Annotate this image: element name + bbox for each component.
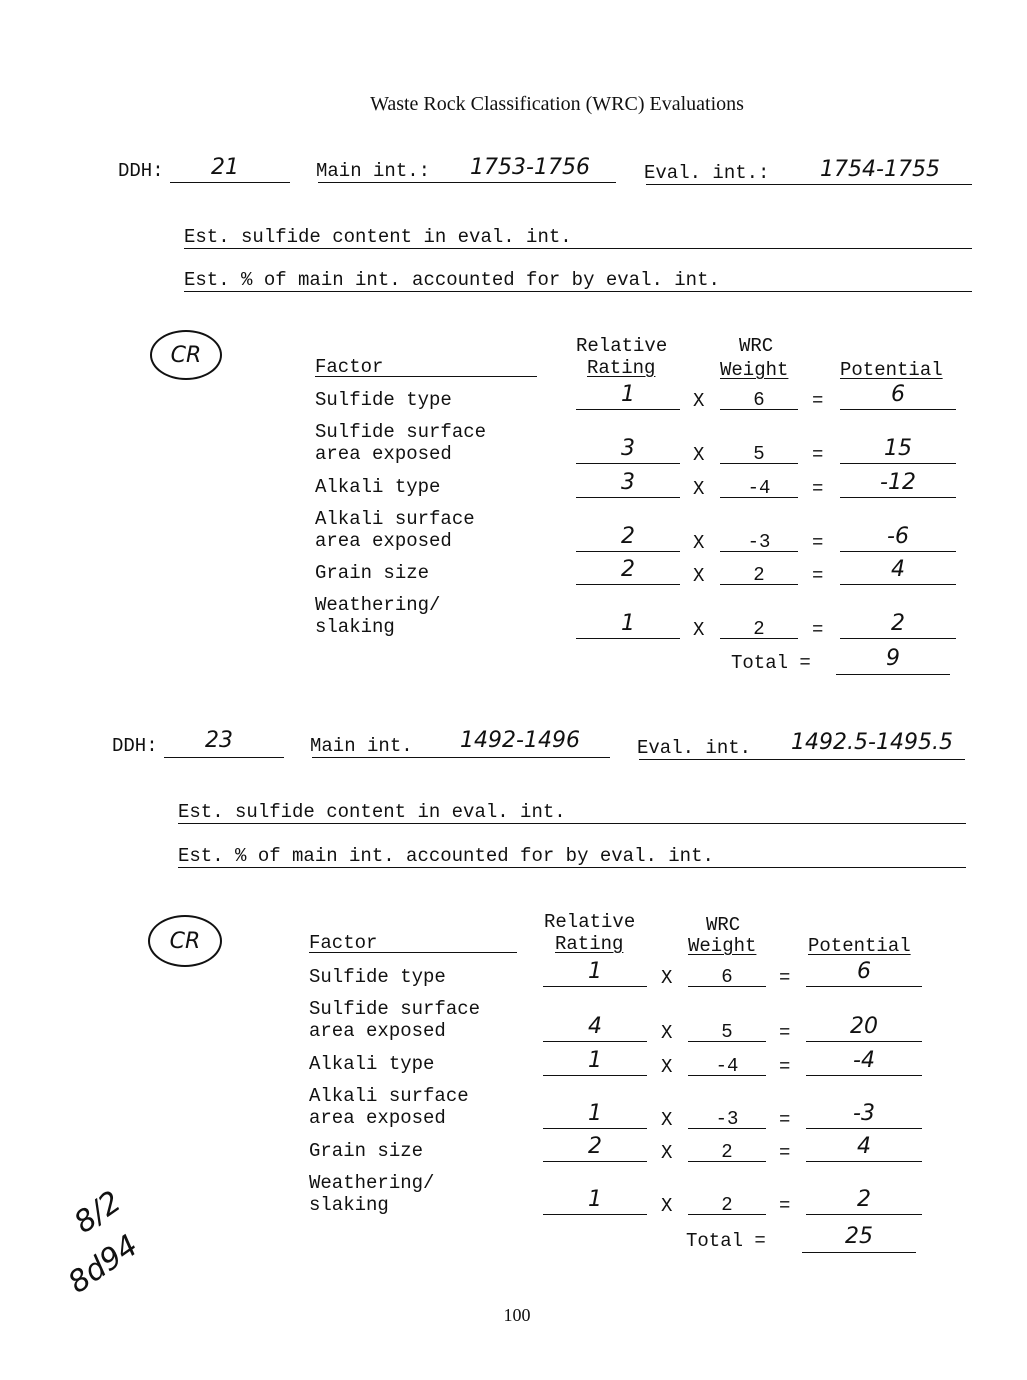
eval-int-line bbox=[646, 184, 972, 185]
eval-int-value: 1754-1755 bbox=[820, 157, 940, 182]
weight-value: -4 bbox=[715, 1055, 739, 1077]
factor-label-line: Grain size bbox=[309, 1140, 424, 1162]
factor-header-line bbox=[309, 952, 517, 953]
eval-int-line bbox=[639, 759, 965, 760]
potential-header: Potential bbox=[840, 359, 943, 381]
ddh-label: DDH: bbox=[118, 160, 164, 182]
ddh-value: 21 bbox=[211, 155, 239, 180]
rating-line bbox=[543, 1075, 647, 1076]
main-int-value: 1492-1496 bbox=[460, 728, 580, 753]
rating-line bbox=[543, 1128, 647, 1129]
rating-value: 3 bbox=[621, 470, 635, 495]
margin-note-line-2: 8d94 bbox=[62, 1228, 145, 1301]
equals-sign: = bbox=[812, 532, 824, 554]
factor-label bbox=[309, 998, 480, 1042]
potential-line bbox=[840, 497, 956, 498]
factor-header-line bbox=[315, 376, 537, 377]
times-sign: X bbox=[693, 532, 705, 554]
factor-label bbox=[315, 421, 486, 465]
est-sulfide-label: Est. sulfide content in eval. int. bbox=[184, 226, 572, 248]
ddh-line bbox=[164, 757, 284, 758]
factor-label-line: Sulfide surface bbox=[309, 998, 481, 1020]
times-sign: X bbox=[661, 967, 673, 989]
total-value: 25 bbox=[845, 1224, 873, 1249]
rating-header: Rating bbox=[555, 933, 624, 955]
est-sulfide-line bbox=[184, 248, 972, 249]
page-title: Waste Rock Classification (WRC) Evaluations bbox=[370, 93, 744, 115]
factor-header: Factor bbox=[309, 932, 378, 954]
weight-value: 6 bbox=[721, 966, 733, 988]
factor-label-line: area exposed bbox=[309, 1020, 446, 1042]
est-pct-line bbox=[184, 291, 972, 292]
weight-value: -3 bbox=[715, 1108, 739, 1130]
potential-value: -12 bbox=[880, 470, 916, 495]
potential-value: 6 bbox=[857, 959, 871, 984]
est-sulfide-label: Est. sulfide content in eval. int. bbox=[178, 801, 566, 823]
factor-label-line: area exposed bbox=[315, 443, 452, 465]
rating-line bbox=[543, 1214, 647, 1215]
potential-header: Potential bbox=[808, 935, 911, 957]
main-int-line bbox=[318, 182, 616, 183]
potential-line bbox=[806, 986, 922, 987]
total-value: 9 bbox=[886, 646, 900, 671]
rating-value: 2 bbox=[621, 557, 635, 582]
rating-line bbox=[576, 551, 680, 552]
rating-value: 1 bbox=[588, 1048, 602, 1073]
times-sign: X bbox=[693, 565, 705, 587]
main-int-line bbox=[312, 757, 610, 758]
equals-sign: = bbox=[812, 444, 824, 466]
factor-label bbox=[315, 508, 475, 552]
ddh-value: 23 bbox=[205, 728, 233, 753]
times-sign: X bbox=[661, 1056, 673, 1078]
factor-label bbox=[309, 966, 446, 988]
times-sign: X bbox=[661, 1195, 673, 1217]
eval-int-label: Eval. int.: bbox=[644, 162, 770, 184]
rating-line bbox=[576, 463, 680, 464]
ddh-line bbox=[170, 182, 290, 183]
potential-line bbox=[840, 638, 956, 639]
weight-value: 5 bbox=[721, 1021, 733, 1043]
factor-label-line: Grain size bbox=[315, 562, 430, 584]
factor-label bbox=[309, 1085, 469, 1129]
potential-value: 2 bbox=[891, 611, 905, 636]
weight-value: 2 bbox=[753, 618, 765, 640]
factor-label-line: area exposed bbox=[309, 1107, 446, 1129]
ddh-label: DDH: bbox=[112, 735, 158, 757]
factor-label bbox=[315, 389, 452, 411]
equals-sign: = bbox=[812, 390, 824, 412]
factor-label-line: slaking bbox=[315, 616, 395, 638]
equals-sign: = bbox=[779, 1056, 791, 1078]
rating-value: 3 bbox=[621, 436, 635, 461]
weight-value: 6 bbox=[753, 389, 765, 411]
potential-value: 4 bbox=[857, 1134, 871, 1159]
weight-header: Weight bbox=[688, 935, 757, 957]
potential-value: -3 bbox=[853, 1101, 875, 1126]
potential-value: 6 bbox=[891, 382, 905, 407]
rating-value: 2 bbox=[588, 1134, 602, 1159]
weight-header: Weight bbox=[720, 359, 789, 381]
potential-line bbox=[806, 1075, 922, 1076]
factor-label-line: Weathering/ bbox=[309, 1172, 435, 1194]
potential-line bbox=[806, 1041, 922, 1042]
est-pct-line bbox=[178, 867, 966, 868]
equals-sign: = bbox=[779, 967, 791, 989]
potential-line bbox=[806, 1214, 922, 1215]
potential-value: -6 bbox=[887, 524, 909, 549]
factor-label bbox=[315, 594, 440, 638]
weight-value: -3 bbox=[747, 531, 771, 553]
potential-line bbox=[840, 409, 956, 410]
main-int-label: Main int. bbox=[310, 735, 413, 757]
rating-value: 4 bbox=[588, 1014, 602, 1039]
cr-circle-text: CR bbox=[169, 928, 201, 954]
relative-header: Relative bbox=[544, 911, 636, 933]
weight-value: 5 bbox=[753, 443, 765, 465]
rating-line bbox=[576, 584, 680, 585]
times-sign: X bbox=[693, 444, 705, 466]
factor-label bbox=[315, 562, 429, 584]
factor-label-line: Sulfide surface bbox=[315, 421, 487, 443]
potential-value: 2 bbox=[857, 1187, 871, 1212]
cr-circle-mark bbox=[150, 330, 222, 380]
weight-value: 2 bbox=[721, 1141, 733, 1163]
est-pct-label: Est. % of main int. accounted for by eval. int. bbox=[184, 269, 720, 291]
times-sign: X bbox=[693, 619, 705, 641]
main-int-label: Main int.: bbox=[316, 160, 431, 182]
equals-sign: = bbox=[779, 1109, 791, 1131]
total-line bbox=[836, 674, 950, 675]
rating-value: 1 bbox=[588, 1187, 602, 1212]
margin-note-line-1: 8/2 bbox=[68, 1184, 128, 1241]
times-sign: X bbox=[693, 390, 705, 412]
main-int-value: 1753-1756 bbox=[470, 155, 590, 180]
equals-sign: = bbox=[812, 619, 824, 641]
rating-line bbox=[576, 497, 680, 498]
rating-value: 1 bbox=[588, 959, 602, 984]
potential-value: 4 bbox=[891, 557, 905, 582]
equals-sign: = bbox=[779, 1195, 791, 1217]
wrc-header: WRC bbox=[739, 335, 774, 357]
total-label: Total = bbox=[686, 1230, 766, 1252]
potential-line bbox=[840, 463, 956, 464]
total-label: Total = bbox=[731, 652, 811, 674]
times-sign: X bbox=[693, 478, 705, 500]
potential-line bbox=[840, 551, 956, 552]
weight-value: 2 bbox=[753, 564, 765, 586]
times-sign: X bbox=[661, 1142, 673, 1164]
factor-label-line: Sulfide type bbox=[315, 389, 452, 411]
eval-int-value: 1492.5-1495.5 bbox=[791, 730, 953, 755]
rating-line bbox=[543, 986, 647, 987]
weight-value: -4 bbox=[747, 477, 771, 499]
times-sign: X bbox=[661, 1109, 673, 1131]
potential-value: 15 bbox=[884, 436, 912, 461]
equals-sign: = bbox=[779, 1142, 791, 1164]
factor-label bbox=[309, 1053, 434, 1075]
page-number: 100 bbox=[503, 1305, 531, 1325]
potential-line bbox=[840, 584, 956, 585]
wrc-header: WRC bbox=[706, 914, 741, 936]
rating-line bbox=[543, 1161, 647, 1162]
factor-label-line: slaking bbox=[309, 1194, 389, 1216]
rating-header: Rating bbox=[587, 357, 656, 379]
rating-value: 1 bbox=[588, 1101, 602, 1126]
factor-label bbox=[309, 1172, 434, 1216]
rating-line bbox=[543, 1041, 647, 1042]
rating-line bbox=[576, 638, 680, 639]
factor-label-line: Weathering/ bbox=[315, 594, 441, 616]
factor-label-line: area exposed bbox=[315, 530, 452, 552]
factor-label-line: Alkali type bbox=[309, 1053, 435, 1075]
rating-value: 1 bbox=[621, 611, 635, 636]
times-sign: X bbox=[661, 1022, 673, 1044]
potential-value: -4 bbox=[853, 1048, 875, 1073]
factor-label-line: Alkali surface bbox=[309, 1085, 469, 1107]
weight-value: 2 bbox=[721, 1194, 733, 1216]
factor-header: Factor bbox=[315, 356, 384, 378]
factor-label bbox=[309, 1140, 423, 1162]
rating-value: 1 bbox=[621, 382, 635, 407]
factor-label-line: Sulfide type bbox=[309, 966, 446, 988]
est-pct-label: Est. % of main int. accounted for by eval. int. bbox=[178, 845, 714, 867]
potential-value: 20 bbox=[850, 1014, 878, 1039]
potential-line bbox=[806, 1128, 922, 1129]
cr-circle-mark bbox=[148, 915, 222, 967]
eval-int-label: Eval. int. bbox=[637, 737, 752, 759]
factor-label bbox=[315, 476, 440, 498]
equals-sign: = bbox=[812, 478, 824, 500]
factor-label-line: Alkali type bbox=[315, 476, 441, 498]
equals-sign: = bbox=[812, 565, 824, 587]
factor-label-line: Alkali surface bbox=[315, 508, 475, 530]
potential-line bbox=[806, 1161, 922, 1162]
relative-header: Relative bbox=[576, 335, 668, 357]
total-line bbox=[802, 1252, 916, 1253]
cr-circle-text: CR bbox=[170, 342, 202, 368]
rating-value: 2 bbox=[621, 524, 635, 549]
rating-line bbox=[576, 409, 680, 410]
est-sulfide-line bbox=[178, 823, 966, 824]
equals-sign: = bbox=[779, 1022, 791, 1044]
